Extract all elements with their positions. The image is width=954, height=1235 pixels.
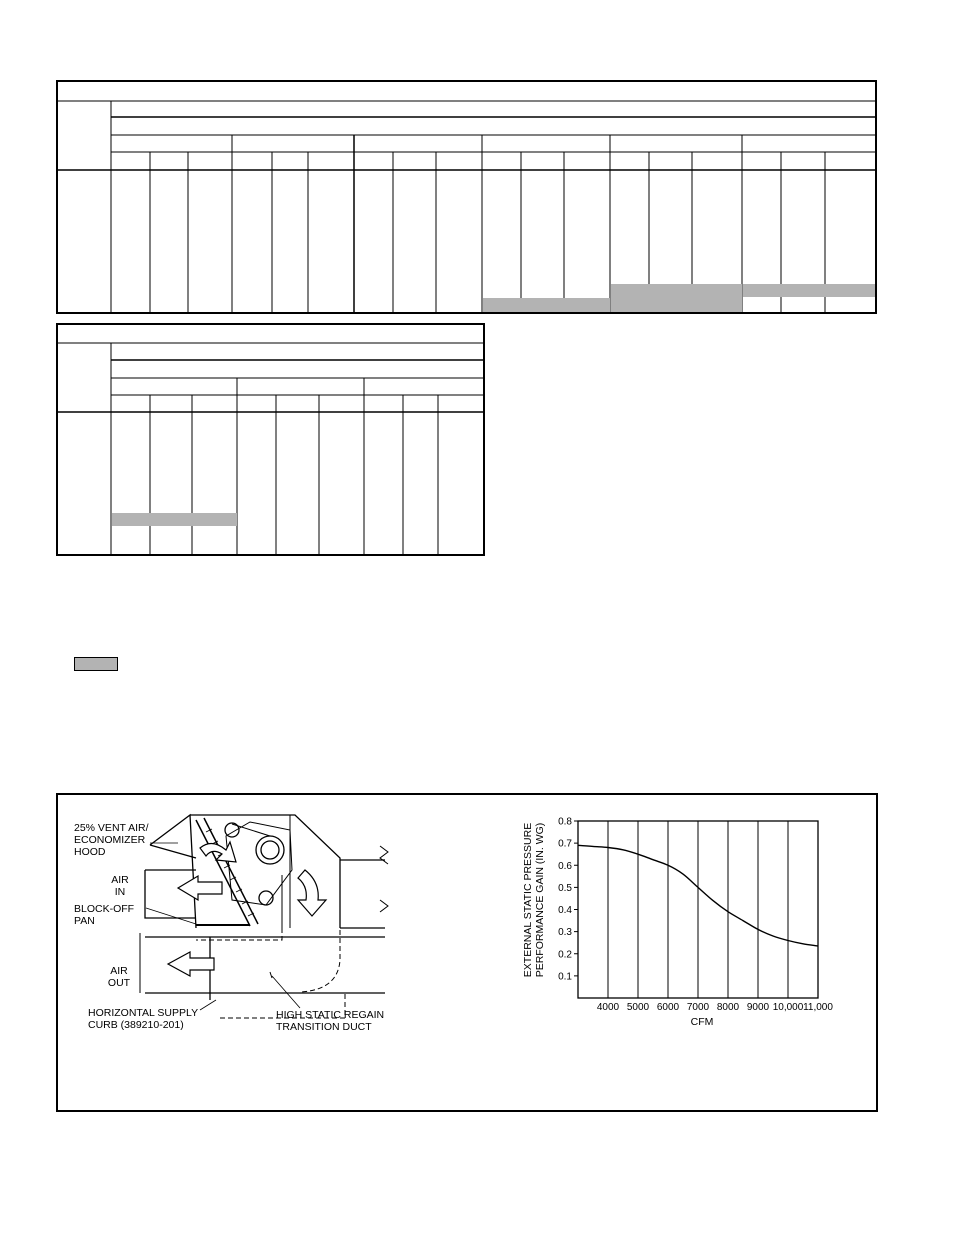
label-hood-2: ECONOMIZER (74, 834, 146, 846)
label-block-off-1: BLOCK-OFF (74, 903, 135, 915)
y-tick-label: 0.4 (558, 905, 572, 916)
y-tick-label: 0.5 (558, 882, 572, 894)
x-tick-label: 7000 (686, 1002, 710, 1013)
label-curb-2: CURB (389210-201) (88, 1019, 184, 1031)
y-axis-label-line1: EXTERNAL STATIC PRESSURE (522, 822, 534, 978)
x-tick-label: 6000 (656, 1002, 680, 1013)
x-tick-label: 9000 (746, 1002, 770, 1013)
label-hood-1: 25% VENT AIR/ (74, 822, 149, 834)
y-tick-label: 0.8 (558, 816, 572, 828)
static-pressure-gain-chart (500, 800, 860, 1040)
economizer-installation-diagram (60, 800, 460, 1050)
performance-table-2 (0, 320, 954, 570)
x-tick-label: 10,000 (772, 1002, 804, 1013)
label-block-off-2: PAN (74, 915, 95, 927)
label-air-out-2: OUT (107, 977, 131, 989)
shaded-legend-swatch (74, 657, 118, 671)
label-air-in-1: AIR (111, 874, 129, 886)
performance-table-1 (0, 0, 954, 330)
label-duct-1: HIGH STATIC REGAIN (276, 1009, 385, 1021)
x-tick-label: 4000 (596, 1002, 620, 1013)
label-air-out-1: AIR (110, 965, 128, 977)
y-tick-label: 0.1 (558, 971, 572, 983)
y-tick-label: 0.7 (558, 838, 572, 850)
y-axis-label-line2: PERFORMANCE GAIN (IN. WG) (534, 822, 546, 978)
label-curb-1: HORIZONTAL SUPPLY (88, 1007, 199, 1019)
y-tick-label: 0.3 (558, 927, 572, 939)
x-axis-label: CFM (690, 1016, 714, 1028)
label-hood-3: HOOD (74, 846, 106, 858)
y-tick-label: 0.2 (558, 949, 572, 961)
label-air-in-2: IN (114, 886, 126, 898)
x-tick-label: 11,000 (803, 1002, 833, 1013)
x-tick-label: 5000 (626, 1002, 650, 1013)
y-tick-label: 0.6 (558, 860, 572, 872)
x-tick-label: 8000 (716, 1002, 740, 1013)
label-duct-2: TRANSITION DUCT (276, 1021, 372, 1033)
